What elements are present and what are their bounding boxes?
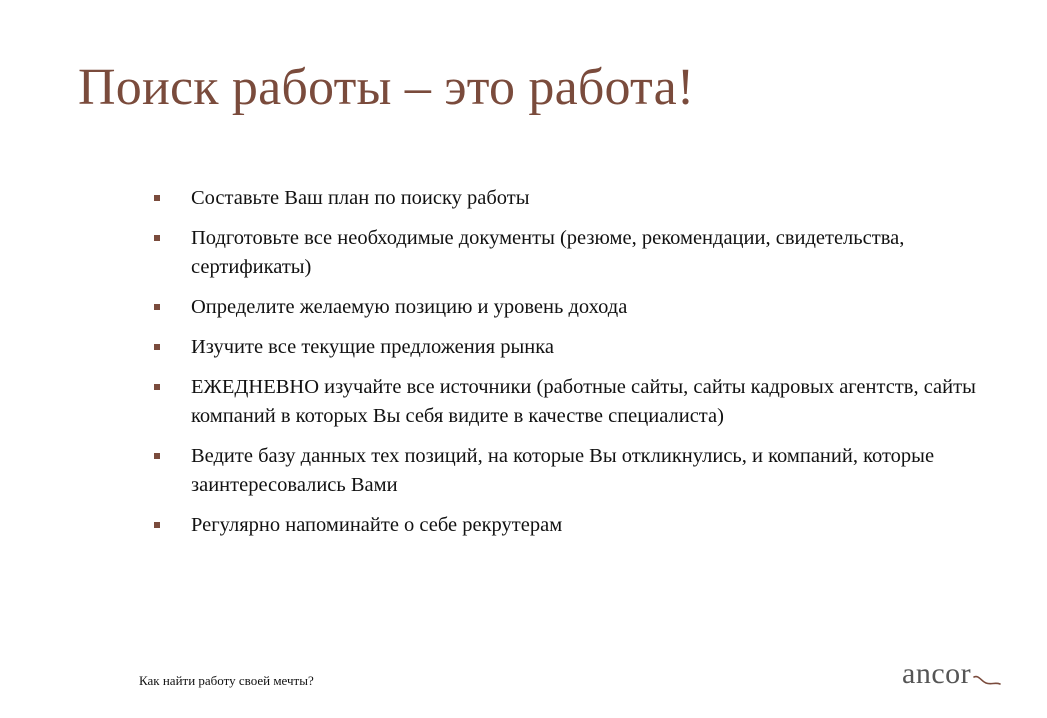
bullet-item xyxy=(150,293,1000,322)
ancor-logo: ancor xyxy=(902,657,972,690)
square-bullet-icon xyxy=(154,195,160,201)
bullet-item xyxy=(150,442,1000,500)
bullet-item xyxy=(150,373,1000,431)
bullet-item xyxy=(150,511,1000,540)
bullet-text: Изучите все текущие предложения рынка xyxy=(191,336,554,358)
bullet-text: Подготовьте все необходимые документы (резюме, рекомендации, свидетельства, сертификаты) xyxy=(191,227,905,278)
square-bullet-icon xyxy=(154,344,160,350)
square-bullet-icon xyxy=(154,235,160,241)
footer-caption: Как найти работу своей мечты? xyxy=(139,673,314,688)
square-bullet-icon xyxy=(154,453,160,459)
bullet-text: Определите желаемую позицию и уровень дохода xyxy=(191,296,628,318)
bullet-text: Составьте Ваш план по поиску работы xyxy=(191,187,530,209)
bullet-list xyxy=(150,184,1000,551)
bullet-text: Регулярно напоминайте о себе рекрутерам xyxy=(191,514,563,536)
bullet-text: Ведите базу данных тех позиций, на которые Вы откликнулись, и компаний, которые заинтересовались Вами xyxy=(191,445,935,496)
bullet-text: ЕЖЕДНЕВНО изучайте все источники (работные сайты, сайты кадровых агентств, сайты компаний в которых Вы себя видите в качестве специалиста) xyxy=(191,376,976,427)
square-bullet-icon xyxy=(154,304,160,310)
square-bullet-icon xyxy=(154,522,160,528)
bullet-item xyxy=(150,184,1000,213)
slide-title: Поиск работы – это работа! xyxy=(78,59,695,116)
square-bullet-icon xyxy=(154,384,160,390)
bullet-item xyxy=(150,224,1000,282)
logo-swash-icon xyxy=(973,674,1001,688)
bullet-item xyxy=(150,333,1000,362)
